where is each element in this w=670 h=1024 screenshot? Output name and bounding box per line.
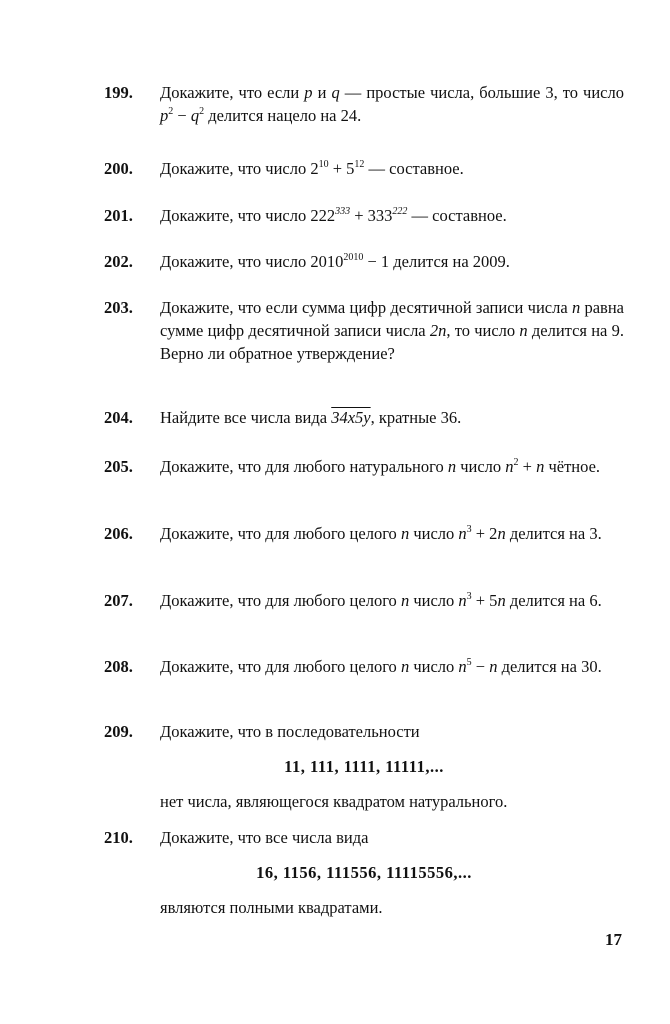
problem-203 (104, 296, 624, 365)
problem-number: 201. (104, 206, 133, 225)
problem-number: 208. (104, 657, 133, 676)
problem-text: Докажите, что в последовательности 11, 111, 1111, 11111,... нет числа, являющегося квадратом натурального. (160, 720, 624, 813)
problem-number: 205. (104, 457, 133, 476)
problem-text: Найдите все числа вида 34x5y, кратные 36. (160, 408, 462, 427)
problem-text: Докажите, что если сумма цифр десятичной записи числа n равна сумме цифр десятичной записи числа 2n, то число n делится на 9. Верно ли обратное утверждение? (160, 298, 624, 363)
problem-201 (104, 204, 624, 227)
problem-number: 207. (104, 591, 133, 610)
problem-text: Докажите, что для любого целого n число $n^3 + 2n$ делится на 3. (160, 523, 602, 543)
page-number: 17 (605, 930, 622, 949)
problem-209 (104, 720, 624, 813)
problem-206 (104, 522, 624, 545)
problem-text: Докажите, что число $2010^{2010} - 1$ делится на 2009. (160, 251, 510, 271)
problem-number: 203. (104, 298, 133, 317)
problem-text: Докажите, что все числа вида 16, 1156, 111556, 11115556,... являются полными квадратами. (160, 826, 624, 919)
problem-199 (104, 81, 624, 127)
problem-210 (104, 826, 624, 919)
sequence-line: 16, 1156, 111556, 11115556,... (256, 863, 472, 882)
problem-207 (104, 589, 624, 612)
problem-number: 206. (104, 524, 133, 543)
problem-200 (104, 157, 624, 180)
problem-204 (104, 406, 624, 429)
problem-number: 202. (104, 252, 133, 271)
problem-text: Докажите, что число $2^{10} + 5^{12}$ — составное. (160, 158, 464, 178)
problem-number: 209. (104, 722, 133, 741)
problem-text: Докажите, что для любого целого n число $n^5 - n$ делится на 30. (160, 656, 602, 676)
problem-205 (104, 455, 624, 478)
problem-208 (104, 655, 624, 678)
problem-text: Докажите, что для любого целого n число $n^3 + 5n$ делится на 6. (160, 590, 602, 610)
sequence-line: 11, 111, 1111, 11111,... (284, 757, 444, 776)
problem-number: 199. (104, 83, 133, 102)
problem-202 (104, 250, 624, 273)
problem-number: 204. (104, 408, 133, 427)
problem-text: Докажите, что если p и q — простые числа, большие 3, то число $p^2 - q^2$ делится нацело на 24. (160, 83, 624, 125)
problem-number: 210. (104, 828, 133, 847)
problem-number: 200. (104, 159, 133, 178)
problem-text: Докажите, что для любого натурального n число $n^2 + n$ чётное. (160, 456, 601, 476)
problem-text: Докажите, что число $222^{333} + 333^{222}$ — составное. (160, 205, 507, 225)
